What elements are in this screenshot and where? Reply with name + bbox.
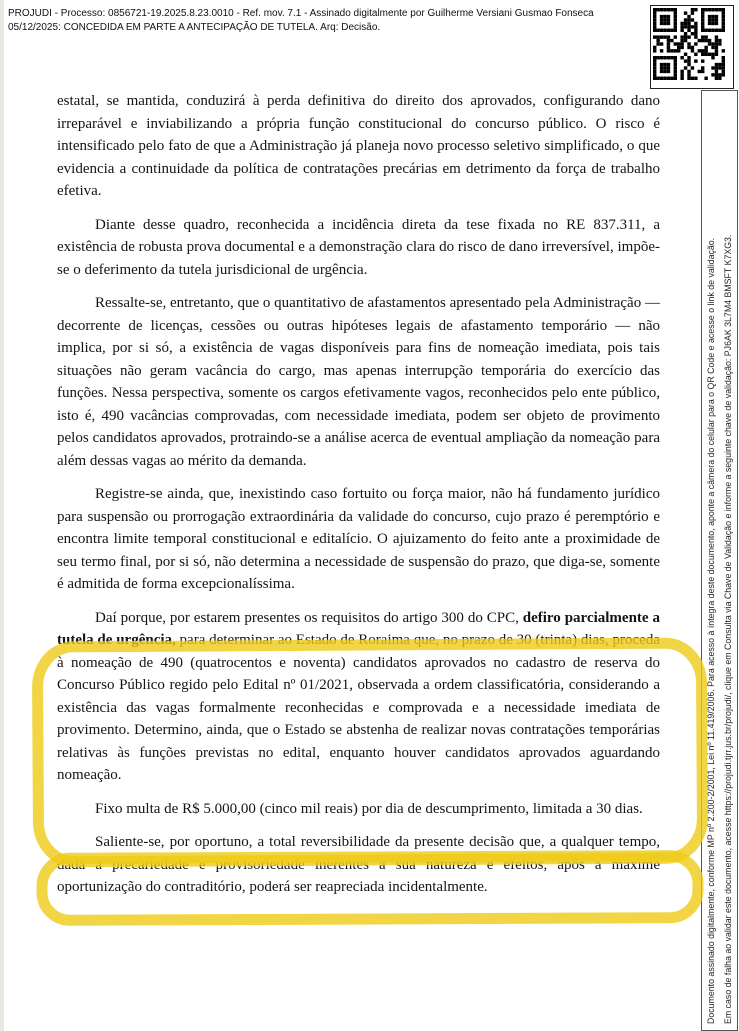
decision-body [57, 90, 660, 910]
paragraph-reversibilidade: Saliente-se, por oportuno, a total reversibilidade da presente decisão que, a qualquer tempo, dada a precariedade e provisoriedade inerentes a sua natureza e efeitos, após a maxime oportunização do contraditório, poderá ser reapreciada incidentalmente. [57, 834, 660, 895]
document-header [8, 7, 633, 35]
validation-sidebar [701, 90, 738, 1031]
paragraph-tutela: Diante desse quadro, reconhecida a incidência direta da tese fixada no RE 837.311, a existência de robusta prova documental e a demonstração clara do risco de dano irreversível, impõe-se o deferimento da tutela jurisdicional de urgência. [57, 216, 660, 278]
page-left-edge [0, 0, 4, 1031]
paragraph-continuation: estatal, se mantida, conduzirá à perda definitiva do direito dos aprovados, configurando dano irreparável e inviabilizando a própria função constitucional do concurso público. O risco é intensificado pelo fato de que a Administração já planeja novo processo seletivo simplificado, o que evidencia a continuidade da política de contratações precárias em detrimento da força de trabalho efetiva. [57, 93, 660, 199]
decision-text-end: para determinar ao Estado de Roraima que, no prazo de 30 (trinta) dias, proceda à nomeação de 490 (quatrocentos e noventa) candidatos aprovados no cadastro de reserva do Concurso Público regido pelo Edital nº 01/2021, observada a ordem classificatória, considerando a existência das vagas formalmente reconhecidas e comprovada e a necessidade imediata de provimento. Determino, ainda, que o Estado se abstenha de realizar novas contratações temporárias relativas às funções previstas no edital, enquanto houver candidatos aprovados aguardando nomeação. [57, 632, 660, 783]
decision-text-bold: defiro parcialmente a tutela de urgência, [57, 609, 660, 648]
validation-text-line-2: Em caso de falha ao validar este documento, acesse https://projudi.tjrr.jus.br/projudi/, clique em Consulta via Chave de Validação e informe a seguinte chave de validação: PJ6AK 3L7M4 BMSFT K7XG3. [722, 234, 733, 1024]
validation-rotated-text [702, 91, 737, 1030]
paragraph-validade-concurso: Registre-se ainda, que, inexistindo caso fortuito ou força maior, não há fundamento jurídico para suspensão ou prorrogação extraordinária da validade do concurso, cujo prazo é peremptório e encontra limite temporal constitucional e editalício. O ajuizamento do feito ante a proximidade de seu termo final, por si só, não determina a necessidade de suspensão do prazo, que diga-se, somente é admitida de forma excepcionalíssima. [57, 486, 660, 592]
header-line-2: 05/12/2025: CONCEDIDA EM PARTE A ANTECIPAÇÃO DE TUTELA. Arq: Decisão. [8, 22, 381, 33]
paragraph-multa: Fixo multa de R$ 5.000,00 (cinco mil reais) por dia de descumprimento, limitada a 30 dias. [95, 800, 643, 817]
validation-text-line-1: Documento assinado digitalmente, conforme MP nº 2.200-2/2001, Lei nº 11.419/2006. Para acesso à íntegra deste documento, aponte a câmera do celular para o QR Code e acesse o link de validação. [706, 237, 716, 1024]
decision-text-start: Daí porque, por estarem presentes os requisitos do artigo 300 do CPC, [95, 609, 523, 626]
qr-code-icon [650, 5, 734, 89]
paragraph-afastamentos: Ressalte-se, entretanto, que o quantitativo de afastamentos apresentado pela Administração — decorrente de licenças, cessões ou outras hipóteses legais de afastamento temporário — não implica, por si só, a existência de vagas disponíveis para fins de nomeação imediata, pois tais situações não geram vacância do cargo, mas apenas interrupção temporária do exercício das funções. Nessa perspectiva, somente os cargos efetivamente vagos, reconhecidos pelo ente público, isto é, 490 vacâncias comprovadas, com necessidade imediata, podem ser objeto de provimento pelos candidatos aprovados, protraindo-se a análise acerca de eventual ampliação da nomeação para além dessas vagas ao mérito da demanda. [57, 295, 660, 469]
qr-code-pattern [653, 8, 725, 80]
paragraph-decisao [57, 607, 660, 787]
header-line-1: PROJUDI - Processo: 0856721-19.2025.8.23.0010 - Ref. mov. 7.1 - Assinado digitalmente por Guilherme Versiani Gusmao Fonseca [8, 8, 594, 19]
